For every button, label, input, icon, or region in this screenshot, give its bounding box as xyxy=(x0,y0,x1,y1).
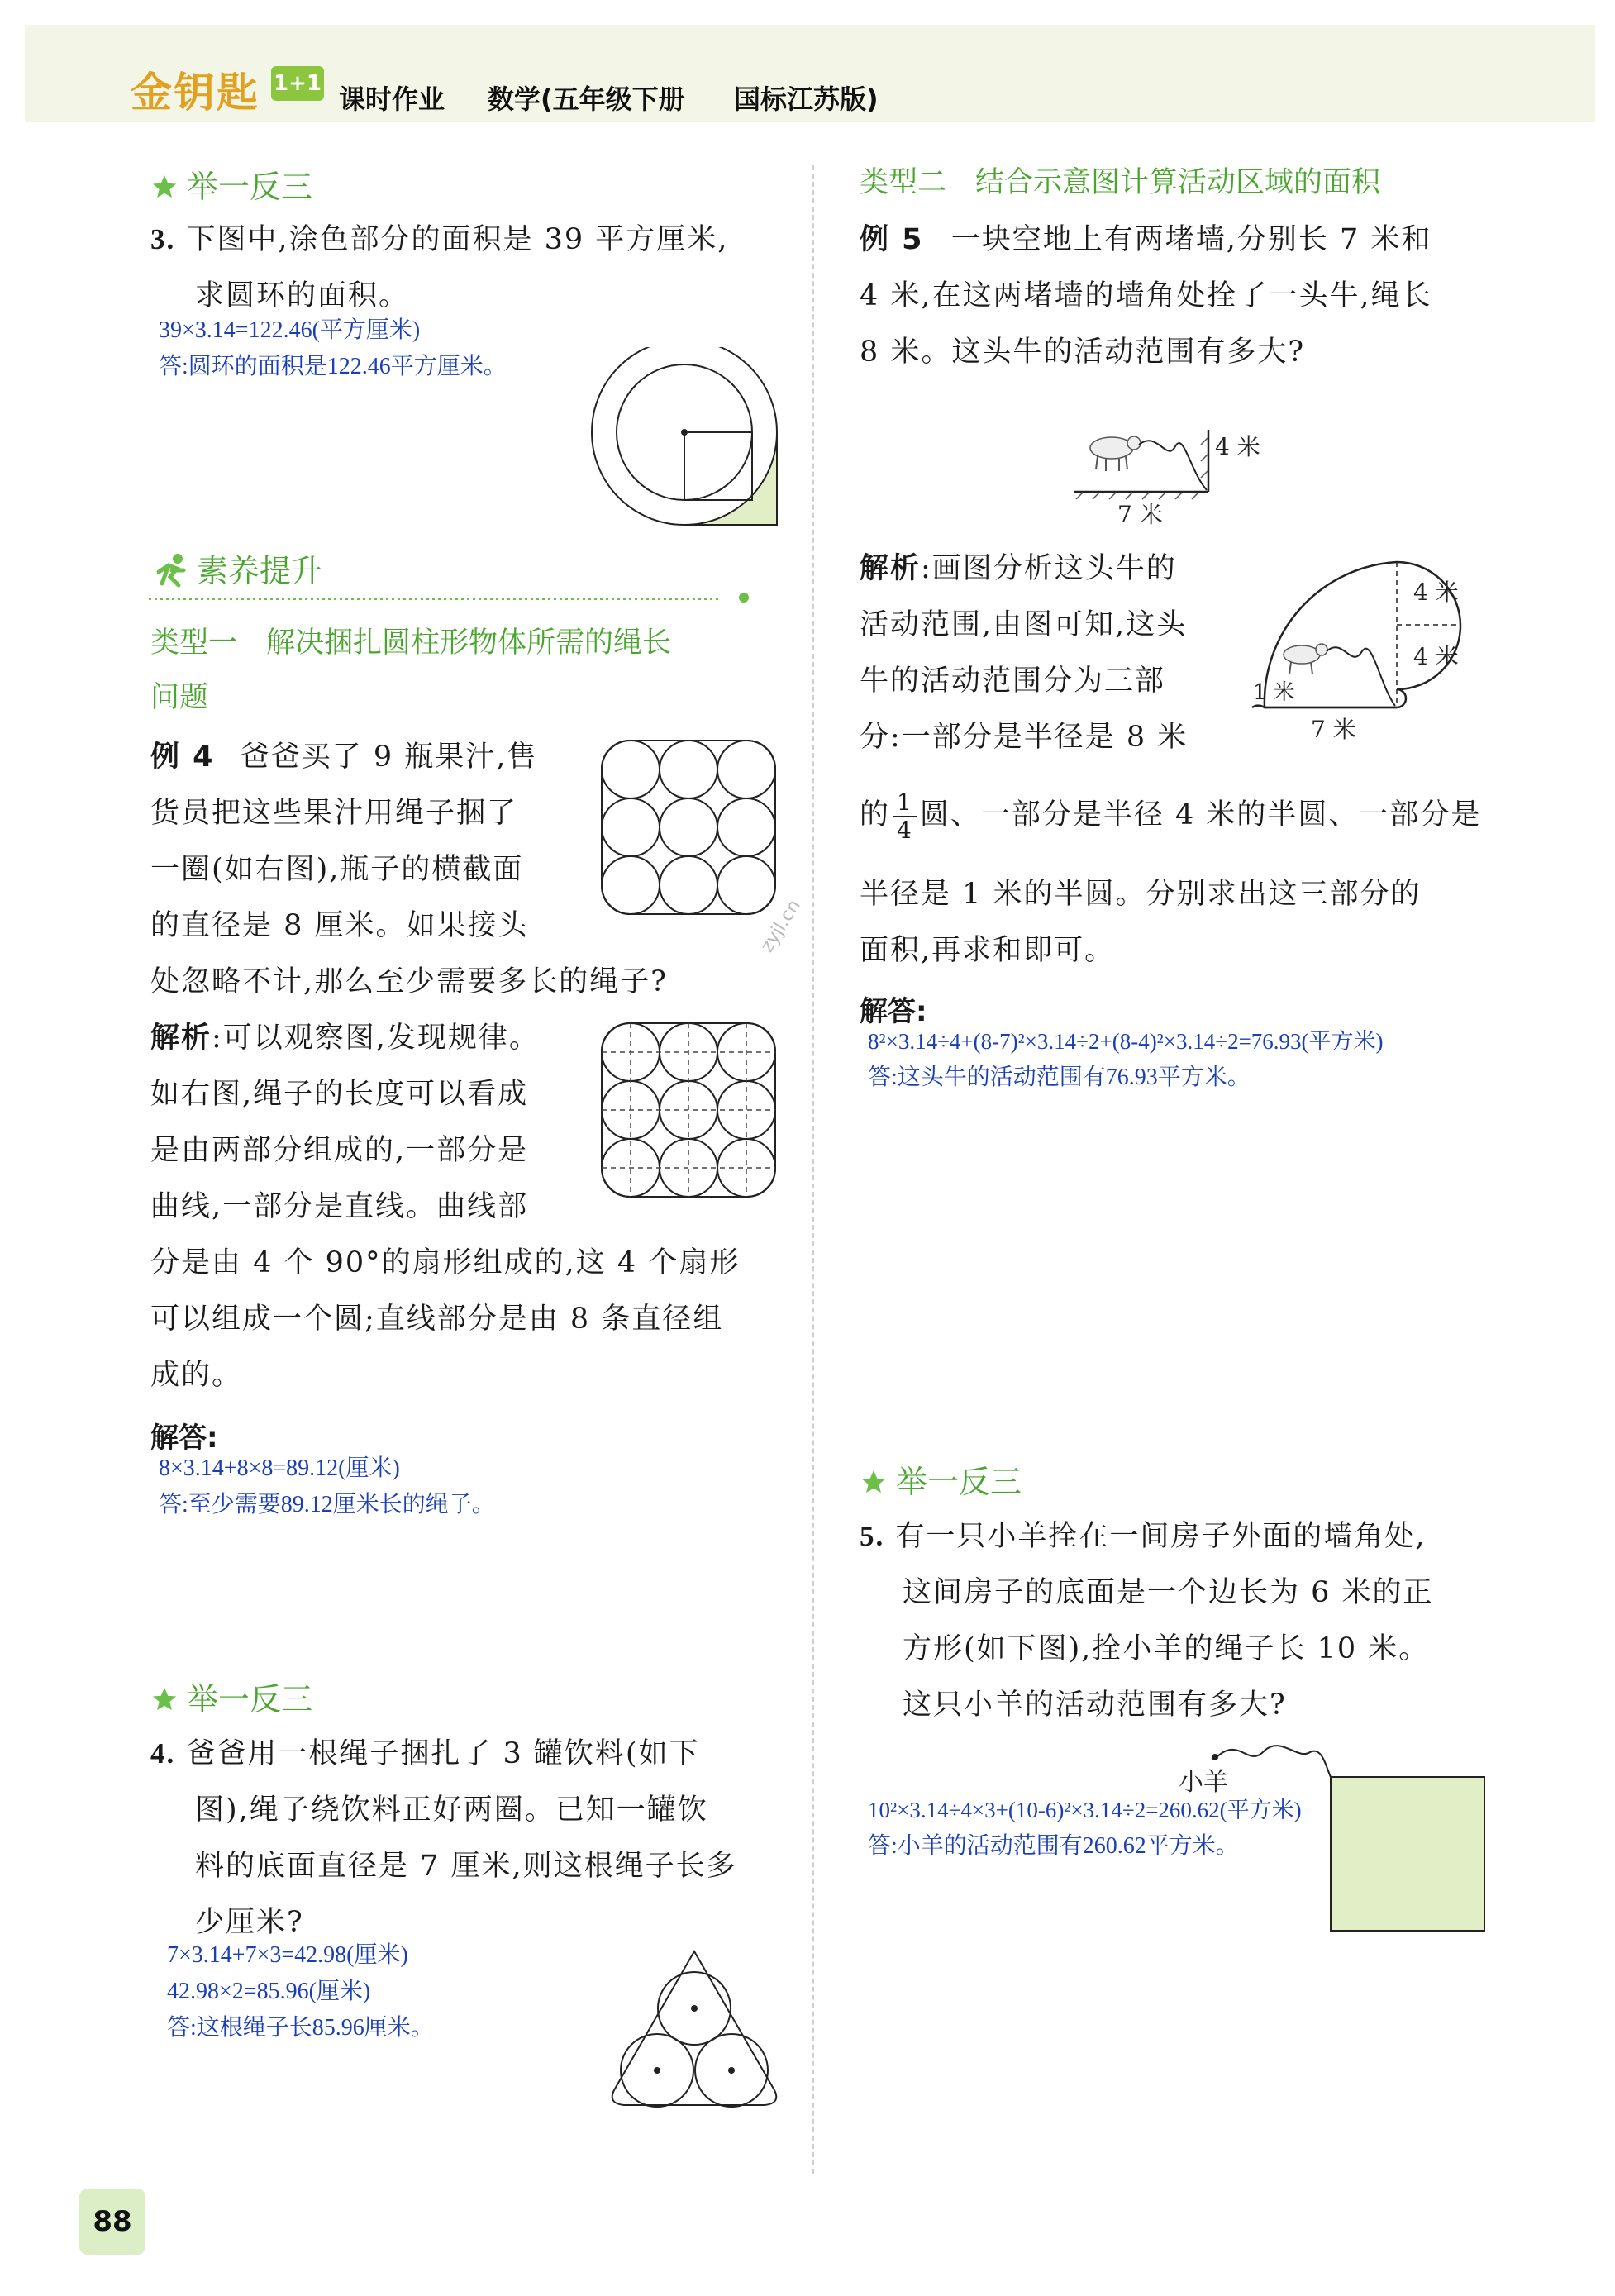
question-4 xyxy=(150,1726,700,1782)
analysis-text: 分是由 4 个 90°的扇形组成的,这 4 个扇形 xyxy=(150,1246,741,1279)
question-number: 4. xyxy=(150,1737,176,1770)
column-divider xyxy=(812,165,814,2174)
header-series: 课时作业 xyxy=(339,83,445,115)
wall-length-label: 4 米 xyxy=(1215,433,1260,460)
watermark: zyjl.cn xyxy=(756,896,806,956)
walls-cow-figure xyxy=(1066,413,1281,537)
cow-icon xyxy=(1090,436,1141,471)
fraction-denominator: 4 xyxy=(897,816,913,844)
practice-title-2: 举一反三 xyxy=(150,1674,312,1719)
question-number: 5. xyxy=(860,1520,885,1552)
example-4 xyxy=(150,729,537,785)
fraction-numerator: 1 xyxy=(893,789,917,817)
question-number: 3. xyxy=(150,223,176,255)
analysis-5 xyxy=(860,541,1177,597)
question-text: 有一只小羊拴在一间房子外面的墙角处, xyxy=(895,1520,1427,1553)
analysis-text: 成的。 xyxy=(150,1359,243,1392)
example-text: 8 米。这头牛的活动范围有多大? xyxy=(860,336,1306,369)
example-label: 例 4 xyxy=(150,741,215,774)
star-icon xyxy=(150,1685,179,1713)
answer-line: 答:圆环的面积是122.46平方厘米。 xyxy=(159,354,507,379)
analysis-text: :可以观察图,发现规律。 xyxy=(212,1022,540,1055)
annulus-figure xyxy=(579,347,785,537)
example-text: 一块空地上有两堵墙,分别长 7 米和 xyxy=(950,223,1432,256)
example-label: 例 5 xyxy=(860,223,924,256)
analysis-label: 解析 xyxy=(150,1022,212,1055)
radius-label: 1 米 xyxy=(1253,680,1295,705)
answer-line: 答:至少需要89.12厘米长的绳子。 xyxy=(159,1492,495,1517)
analysis-text: 是由两部分组成的,一部分是 xyxy=(150,1134,529,1167)
sheep-label: 小羊 xyxy=(1179,1768,1228,1797)
page-number: 88 xyxy=(79,2189,145,2255)
header-subject: 数学(五年级下册 xyxy=(488,83,685,115)
three-cans-figure xyxy=(599,1946,789,2112)
radius-label: 4 米 xyxy=(1413,643,1459,670)
runner-icon xyxy=(150,552,192,588)
question-text: 下图中,涂色部分的面积是 39 平方厘米, xyxy=(186,223,729,256)
answer-line: 答:小羊的活动范围有260.62平方米。 xyxy=(868,1833,1239,1859)
nine-bottles-dashed-figure xyxy=(593,1015,784,1205)
answer-line: 10²×3.14÷4×3+(10-6)²×3.14÷2=260.62(平方米) xyxy=(868,1798,1302,1822)
example-text: 的直径是 8 厘米。如果接头 xyxy=(150,909,529,942)
header-edition: 国标江苏版) xyxy=(734,83,879,115)
type-heading: 问题 xyxy=(150,681,209,714)
star-icon xyxy=(860,1468,888,1496)
activity-range-figure xyxy=(1248,545,1513,760)
analysis-text: :画图分析这头牛的 xyxy=(921,552,1177,585)
question-text: 少厘米? xyxy=(195,1906,304,1939)
analysis-text: 活动范围,由图可知,这头 xyxy=(860,608,1188,641)
question-text: 图),绳子绕饮料正好两圈。已知一罐饮 xyxy=(195,1793,708,1827)
radius-label: 7 米 xyxy=(1311,716,1356,743)
answer-label: 解答: xyxy=(860,995,927,1028)
analysis-text: 牛的活动范围分为三部 xyxy=(860,665,1166,698)
question-text: 方形(如下图),拴小羊的绳子长 10 米。 xyxy=(903,1632,1430,1665)
example-text: 货员把这些果汁用绳子捆了 xyxy=(150,797,518,830)
question-text: 料的底面直径是 7 厘米,则这根绳子长多 xyxy=(195,1850,737,1883)
analysis-text: 可以组成一个圆;直线部分是由 8 条直径组 xyxy=(150,1303,724,1336)
wall-length-label: 7 米 xyxy=(1117,501,1163,528)
answer-line: 8×3.14+8×8=89.12(厘米) xyxy=(159,1455,400,1481)
answer-line: 答:这根绳子长85.96厘米。 xyxy=(167,2015,434,2041)
nine-bottles-figure xyxy=(593,732,784,922)
answer-label: 解答: xyxy=(150,1422,218,1455)
answer-line: 7×3.14+7×3=42.98(厘米) xyxy=(167,1942,408,1968)
question-text: 爸爸用一根绳子捆扎了 3 罐饮料(如下 xyxy=(186,1737,700,1770)
analysis-text: 分:一部分是半径是 8 米 xyxy=(860,721,1189,754)
analysis-label: 解析 xyxy=(860,552,922,585)
analysis-text: 的 $\frac{1}{4}$ 圆、一部分是半径 4 米的半圆、一部分是 xyxy=(860,788,1482,844)
analysis-text: 半径是 1 米的半圆。分别求出这三部分的 xyxy=(860,878,1422,911)
question-text: 这间房子的底面是一个边长为 6 米的正 xyxy=(903,1576,1434,1609)
question-5 xyxy=(860,1508,1427,1565)
section-rule xyxy=(149,591,777,607)
analysis-text: 面积,再求和即可。 xyxy=(860,934,1116,967)
star-icon xyxy=(150,173,179,201)
brand-tag: 1+1 xyxy=(271,66,324,101)
analysis-text: 如右图,绳子的长度可以看成 xyxy=(150,1078,529,1111)
practice-title-3: 举一反三 xyxy=(860,1456,1022,1502)
answer-line: 39×3.14=122.46(平方厘米) xyxy=(159,317,421,343)
analysis-4 xyxy=(150,1010,540,1066)
type-heading: 类型二 结合示意图计算活动区域的面积 xyxy=(860,166,1381,199)
question-3 xyxy=(150,212,728,268)
question-text: 这只小羊的活动范围有多大? xyxy=(903,1689,1287,1722)
answer-line: 答:这头牛的活动范围有76.93平方米。 xyxy=(868,1065,1251,1090)
improve-title: 素养提升 xyxy=(150,545,322,591)
example-text: 爸爸买了 9 瓶果汁,售 xyxy=(240,741,538,774)
practice-title-1: 举一反三 xyxy=(150,161,312,207)
type-heading: 类型一 解决捆扎圆柱形物体所需的绳长 xyxy=(150,626,672,660)
answer-line: 42.98×2=85.96(厘米) xyxy=(167,1979,371,2004)
example-text: 一圈(如右图),瓶子的横截面 xyxy=(150,853,524,886)
radius-label: 4 米 xyxy=(1413,579,1459,606)
example-5 xyxy=(860,212,1432,268)
example-text: 处忽略不计,那么至少需要多长的绳子? xyxy=(150,965,668,998)
answer-line: 8²×3.14÷4+(8-7)²×3.14÷2+(8-4)²×3.14÷2=76.93(平方米) xyxy=(868,1029,1384,1054)
question-text: 求圆环的面积。 xyxy=(195,279,410,312)
analysis-text: 曲线,一部分是直线。曲线部 xyxy=(150,1190,529,1223)
example-text: 4 米,在这两堵墙的墙角处拴了一头牛,绳长 xyxy=(860,279,1432,312)
brand-logo: 金钥匙 xyxy=(131,69,260,117)
